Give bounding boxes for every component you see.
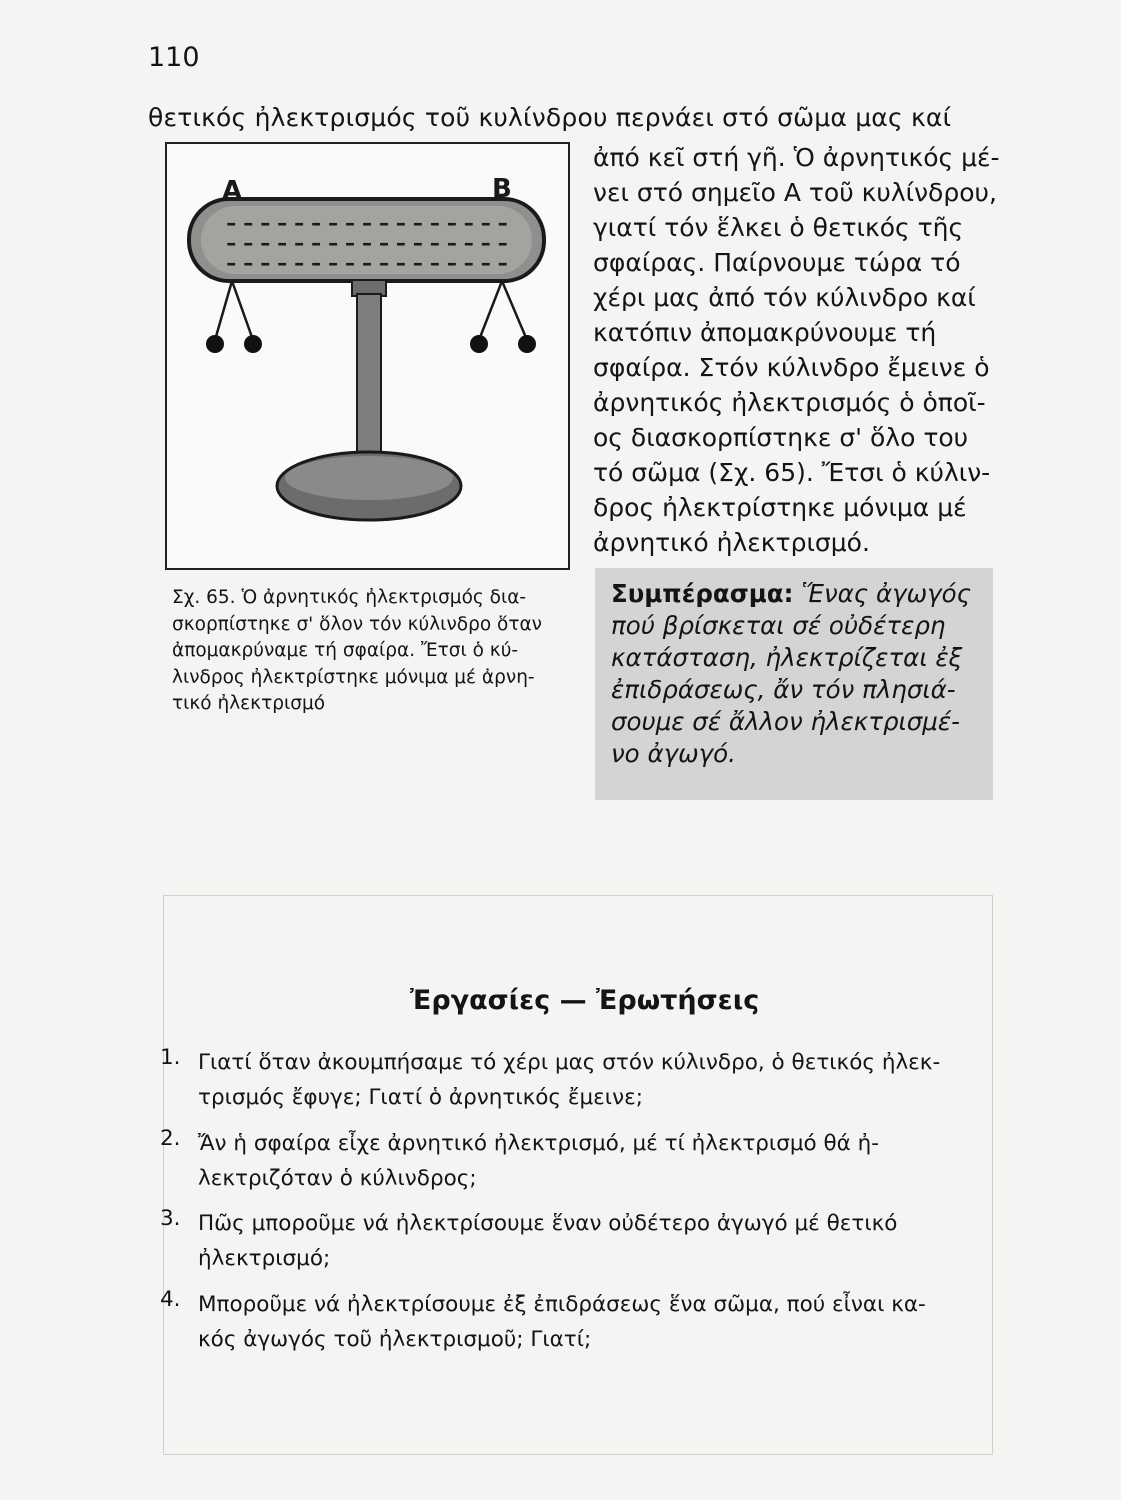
cylinder-electroscope-illustration (167, 144, 568, 568)
conclusion-line: νο ἀγωγό. (611, 739, 736, 768)
question-number: 2. (160, 1125, 181, 1151)
stand-rod (357, 294, 381, 474)
body-line: ἀπό κεῖ στή γῆ. Ὁ ἀρνητικός μέ- (593, 143, 1000, 172)
question-line: Μποροῦμε νά ἠλεκτρίσουμε ἐξ ἐπιδράσεως ἕνα σῶμα, πού εἶναι κα- (198, 1291, 926, 1317)
body-line: χέρι μας ἀπό τόν κύλινδρο καί (593, 283, 976, 312)
conclusion-line: πού βρίσκεται σέ οὐδέτερη (611, 611, 946, 640)
question-line: Ἄν ἡ σφαίρα εἶχε ἀρνητικό ἠλεκτρισμό, μέ τί ἠλεκτρισμό θά ἠ- (198, 1130, 880, 1156)
body-line: ος διασκορπίστηκε σ' ὅλο του (593, 423, 969, 452)
body-line: γιατί τόν ἕλκει ὁ θετικός τῆς (593, 213, 964, 242)
caption-line: σκορπίστηκε σ' ὅλον τόν κύλινδρο ὅταν (172, 613, 543, 635)
pendulum-thread (215, 281, 232, 340)
question-line: Γιατί ὅταν ἀκουμπήσαμε τό χέρι μας στόν κύλινδρο, ὁ θετικός ἠλεκ- (198, 1050, 941, 1075)
label-b: B (492, 174, 512, 204)
question-number: 3. (160, 1206, 181, 1231)
question-list (160, 1045, 1000, 1367)
caption-line: τικό ἠλεκτρισμό (172, 693, 326, 714)
question-number: 4. (160, 1286, 181, 1312)
caption-line: Σχ. 65. Ὁ ἀρνητικός ἠλεκτρισμός δια- (172, 587, 527, 608)
pendulum-ball (244, 335, 262, 353)
question-line: τρισμός ἔφυγε; Γιατί ὁ ἀρνητικός ἔμεινε; (198, 1085, 643, 1110)
pendulum-thread (232, 281, 253, 340)
body-line: σφαίρας. Παίρνουμε τώρα τό (593, 248, 961, 277)
pendulum-ball (470, 335, 488, 353)
question-line: λεκτριζόταν ὁ κύλινδρος; (198, 1165, 477, 1191)
body-line: τό σῶμα (Σχ. 65). Ἔτσι ὁ κύλιν- (593, 458, 991, 487)
charge-row-3: – – – – – – – – – – – – – – – – – (226, 251, 508, 275)
caption-line: λινδρος ἠλεκτρίστηκε μόνιμα μέ ἀρνη- (172, 666, 535, 688)
conclusion-label: Συμπέρασμα: (611, 579, 794, 608)
question-item (160, 1287, 1000, 1357)
exercises-heading: Ἐργασίες — Ἐρωτήσεις (410, 985, 760, 1016)
question-item (160, 1045, 1000, 1115)
intro-text-line: θετικός ἠλεκτρισμός τοῦ κυλίνδρου περνάει στό σῶμα μας καί (148, 103, 952, 132)
body-line: κατόπιν ἀπομακρύνουμε τή (593, 318, 937, 347)
question-line: ἠλεκτρισμό; (198, 1246, 331, 1271)
body-line: δρος ἠλεκτρίστηκε μόνιμα μέ (593, 493, 967, 522)
conclusion-line: κατάσταση, ἠλεκτρίζεται ἐξ (611, 643, 963, 672)
conclusion-line: Ἕνας ἀγωγός (801, 579, 971, 608)
figure-65 (165, 142, 570, 570)
pendulum-ball (518, 335, 536, 353)
label-a: A (222, 176, 243, 206)
pendulum-ball (206, 335, 224, 353)
figure-caption (172, 585, 577, 718)
question-line: Πῶς μποροῦμε νά ἠλεκτρίσουμε ἕναν οὐδέτερο ἀγωγό μέ θετικό (198, 1211, 898, 1236)
charge-row-1: – – – – – – – – – – – – – – – – – (226, 211, 508, 235)
conclusion-line: σουμε σέ ἄλλον ἠλεκτρισμέ- (611, 707, 960, 736)
body-line: ἀρνητικό ἠλεκτρισμό. (593, 528, 870, 557)
pendulum-thread (502, 281, 527, 340)
body-line: σφαίρα. Στόν κύλινδρο ἔμεινε ὁ (593, 353, 990, 382)
question-line: κός ἀγωγός τοῦ ἠλεκτρισμοῦ; Γιατί; (198, 1326, 592, 1352)
question-item (160, 1206, 1000, 1276)
stand-base-top (285, 456, 453, 500)
page-number: 110 (148, 42, 200, 73)
caption-line: ἀπομακρύναμε τή σφαίρα. Ἔτσι ὁ κύ- (172, 640, 519, 661)
charge-row-2: – – – – – – – – – – – – – – – – – (226, 231, 508, 255)
body-line: νει στό σημεῖο A τοῦ κυλίνδρου, (593, 178, 997, 207)
pendulum-thread (479, 281, 502, 340)
conclusion-box (595, 568, 993, 800)
conclusion-line: ἐπιδράσεως, ἄν τόν πλησιά- (611, 675, 956, 704)
question-item (160, 1126, 1000, 1196)
body-text-column (593, 140, 1000, 560)
question-number: 1. (160, 1045, 181, 1070)
body-line: ἀρνητικός ἠλεκτρισμός ὁ ὁποῖ- (593, 388, 986, 417)
